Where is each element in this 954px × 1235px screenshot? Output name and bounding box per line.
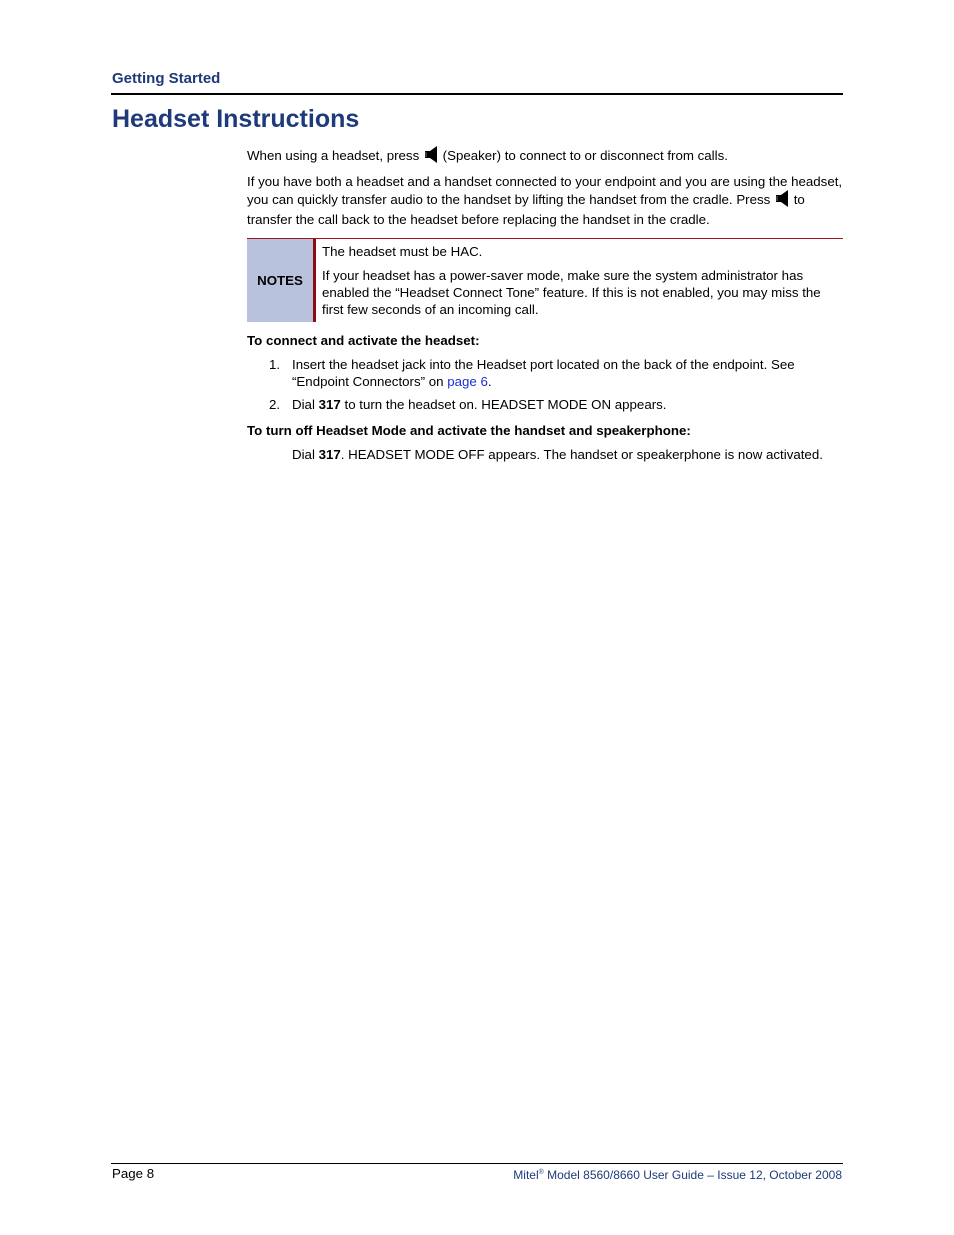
- step-text: [292, 396, 837, 413]
- notes-box: [247, 238, 843, 322]
- registered-mark: ®: [538, 1169, 544, 1176]
- header-rule: [111, 93, 843, 95]
- step-text: [292, 356, 837, 390]
- intro-text-2b: to transfer the call back to the headset before replacing the handset in the cradle.: [247, 192, 805, 227]
- page-6-link[interactable]: page 6: [447, 374, 488, 389]
- footer-rule: [111, 1163, 843, 1164]
- intro-paragraph-2: [247, 173, 843, 228]
- intro-text-2a: If you have both a headset and a handset connected to your endpoint and you are using the headset, you can quickly transfer audio to the handset by lifting the handset from the cradle. Press: [247, 174, 843, 207]
- footer-doc-info: [513, 1168, 842, 1182]
- step-text-after: . HEADSET MODE OFF appears. The handset or speakerphone is now activated.: [340, 447, 823, 462]
- dial-code: 317: [318, 397, 341, 412]
- page-title: Headset Instructions: [112, 105, 360, 133]
- notes-divider: [313, 239, 316, 322]
- footer-brand: Mitel: [513, 1168, 539, 1182]
- step-text: [292, 446, 837, 463]
- step-text-before: Dial: [292, 447, 315, 462]
- intro-paragraph-1: [247, 146, 843, 167]
- step-number: 1.: [269, 357, 281, 372]
- notes-label: NOTES: [247, 239, 313, 322]
- step-text-after: .: [487, 374, 492, 389]
- off-procedure-heading: To turn off Headset Mode and activate the handset and speakerphone:: [247, 423, 691, 438]
- page-number: Page 8: [112, 1166, 155, 1181]
- dial-code: 317: [318, 447, 341, 462]
- note-item: The headset must be HAC.: [322, 244, 483, 259]
- step-text-before: Dial: [292, 397, 315, 412]
- speaker-icon: [776, 190, 788, 211]
- section-label: Getting Started: [112, 70, 221, 87]
- connect-procedure-heading: To connect and activate the headset:: [247, 333, 480, 348]
- step-text-after: to turn the headset on. HEADSET MODE ON appears.: [344, 397, 667, 412]
- step-text-before: Insert the headset jack into the Headset port located on the back of the endpoint. See “Endpoint Connectors” on: [292, 357, 795, 389]
- step-number: 2.: [269, 397, 281, 412]
- footer-doc-title: Model 8560/8660 User Guide – Issue 12, October 2008: [547, 1168, 842, 1182]
- intro-text-1b: (Speaker) to connect to or disconnect from calls.: [442, 148, 728, 163]
- intro-text-1a: When using a headset, press: [247, 148, 420, 163]
- speaker-icon: [425, 146, 437, 167]
- note-item: If your headset has a power-saver mode, make sure the system administrator has enabled the “Headset Connect Tone” feature. If this is not enabled, you may miss the first few seconds of an incoming call.: [322, 268, 821, 317]
- notes-content: [322, 243, 837, 325]
